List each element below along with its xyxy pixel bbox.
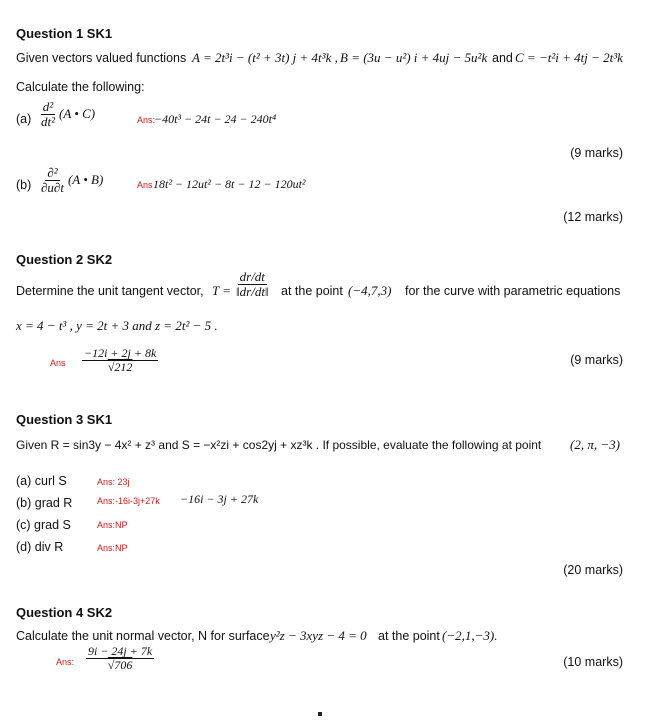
q1b-den: ∂u∂t — [41, 180, 64, 196]
q2-ans-label: Ans — [50, 358, 66, 368]
q3b-label: (b) grad R — [16, 496, 73, 510]
q3-intro: Given R = sin3y − 4x² + z³ and S = −x²zi + cos2yj + xz³k . If possible, evaluate the following at point — [16, 438, 542, 452]
q2-title: Question 2 SK2 — [16, 252, 113, 267]
q1a-derivative — [37, 100, 95, 130]
q2-ans-num: −12i + 2j + 8k — [84, 346, 157, 360]
q4-point-text: at the point — [378, 629, 440, 643]
q2-point: (−4,7,3) — [348, 283, 392, 298]
q3b-extra: −16i − 3j + 27k — [180, 492, 259, 506]
q3c-label: (c) grad S — [16, 518, 71, 532]
q1-title: Question 1 SK1 — [16, 26, 113, 41]
q4-title: Question 4 SK2 — [16, 605, 113, 620]
q4-marks: (10 marks) — [563, 655, 623, 669]
q3d-ans: Ans:NP — [97, 543, 128, 553]
q3a-ans: Ans: 23j — [97, 477, 130, 487]
q1a-label: (a) — [16, 112, 32, 126]
q1a-den: dt² — [41, 114, 56, 130]
q2-t-label: T = — [212, 283, 232, 298]
q3b-ans: Ans:-16i-3j+27k — [97, 496, 160, 506]
q1a-answer: −40t³ − 24t − 24 − 240t⁴ — [154, 112, 277, 126]
q4-surface: y²z − 3xyz − 4 = 0 — [270, 628, 367, 643]
q1-vector-c: C = −t²i + 4tj − 2t³k — [515, 50, 623, 65]
q1a-expr: (A • C) — [59, 106, 96, 122]
q4-point: (−2,1,−3). — [442, 628, 498, 643]
q3-point: (2, π, −3) — [570, 437, 620, 452]
q1-vector-a: A = 2t³i − (t² + 3t) j + 4t³k , — [192, 50, 338, 65]
q2-ans-den: √212 — [107, 360, 133, 375]
q2-answer — [80, 347, 160, 375]
q1a-marks: (9 marks) — [570, 146, 623, 160]
q4-ans-label: Ans: — [56, 657, 75, 667]
q2-marks: (9 marks) — [570, 353, 623, 367]
q3-title: Question 3 SK1 — [16, 412, 113, 427]
q1-vector-b: B = (3u − u²) i + 4uj − 5u²k — [340, 50, 488, 65]
q3d-label: (d) div R — [16, 540, 64, 554]
q1b-derivative — [37, 166, 103, 196]
page-dot — [318, 712, 322, 716]
q1b-answer: 18t² − 12ut² − 8t − 12 − 120ut² — [153, 177, 306, 191]
q4-ans-den: √706 — [107, 658, 133, 673]
q1b-ans-label: Ans — [137, 180, 153, 190]
q4-intro: Calculate the unit normal vector, N for surface — [16, 629, 270, 643]
q1b-label: (b) — [16, 178, 32, 192]
q2-t-num: dr/dt — [239, 269, 265, 284]
q4-ans-num: 9i − 24j + 7k — [88, 644, 153, 658]
q1b-expr: (A • B) — [67, 172, 104, 188]
q1-intro: Given vectors valued functions — [16, 51, 187, 65]
q1b-num: ∂² — [47, 165, 58, 180]
q3-marks: (20 marks) — [563, 563, 623, 577]
q2-t-den: ‖dr/dt‖ — [236, 284, 269, 300]
q2-equations: x = 4 − t³ , y = 2t + 3 and z = 2t² − 5 . — [16, 318, 218, 333]
q2-point-text: at the point — [281, 284, 343, 298]
q2-intro: Determine the unit tangent vector, — [16, 284, 204, 298]
q1-calc: Calculate the following: — [16, 80, 145, 94]
q3a-label: (a) curl S — [16, 474, 67, 488]
q1b-marks: (12 marks) — [563, 210, 623, 224]
q1-and: and — [492, 51, 513, 65]
q2-t-fraction — [232, 270, 273, 300]
q4-answer — [84, 645, 156, 673]
q1a-ans-label: Ans: — [137, 115, 156, 125]
q3c-ans: Ans:NP — [97, 520, 128, 530]
q2-tail: for the curve with parametric equations — [405, 284, 621, 298]
q1a-num: d² — [42, 99, 54, 114]
